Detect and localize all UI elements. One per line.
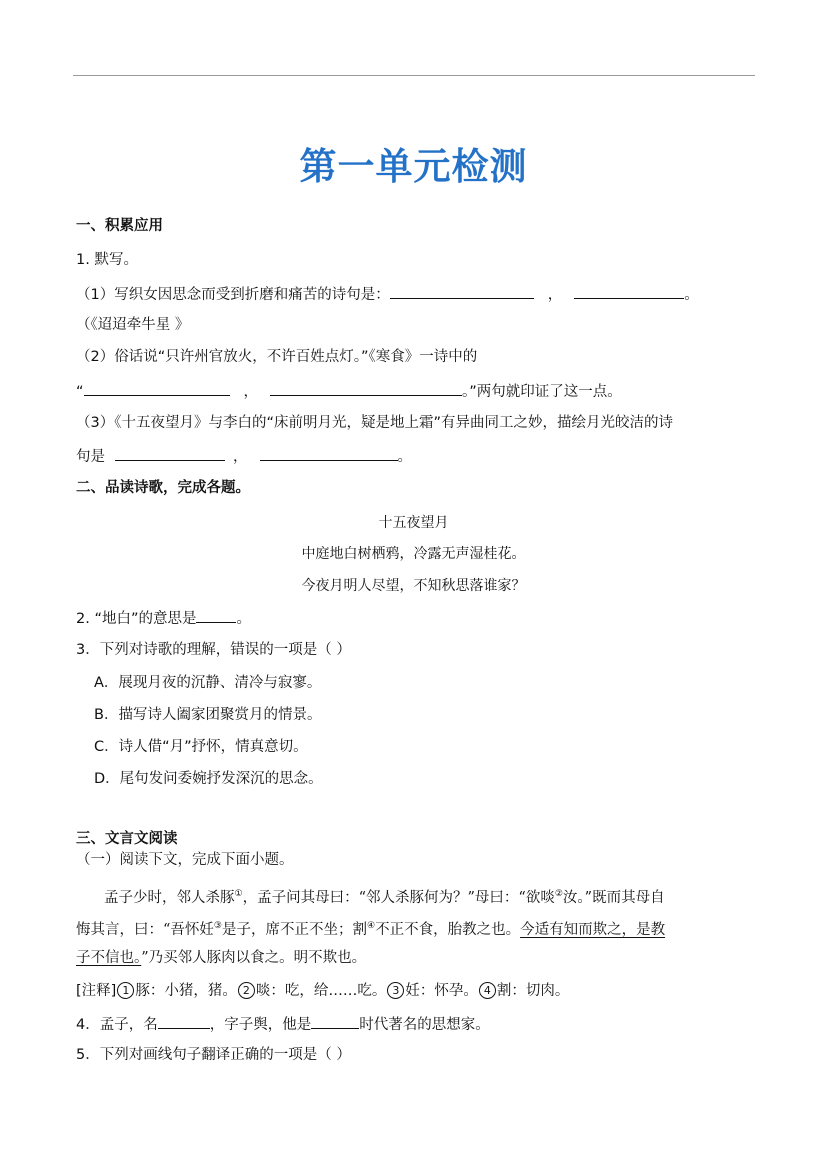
annotation-text: 豚：小猪，猪。 xyxy=(135,983,237,999)
footnote-marker: ③ xyxy=(213,921,222,931)
question-1c-blanks xyxy=(76,445,412,467)
separator: ， xyxy=(233,449,248,465)
answer-blank[interactable] xyxy=(311,1013,359,1029)
underlined-sentence: 子不信也。 xyxy=(76,950,142,966)
separator: ， xyxy=(243,384,259,400)
poem-line-2: 今夜月明人尽望，不知秋思落谁家？ xyxy=(301,578,526,594)
annotation-text: 妊：怀孕。 xyxy=(405,983,478,999)
annotation-label: [注释] xyxy=(76,983,117,999)
passage-line-3 xyxy=(76,948,366,968)
footnote-marker: ① xyxy=(234,889,243,899)
question-4-text: 时代著名的思想家。 xyxy=(359,1017,490,1033)
header-rule xyxy=(73,75,755,76)
question-1c: （3）《十五夜望月》与李白的“床前明月光，疑是地上霜”有异曲同工之妙，描绘月光皎洁的诗 xyxy=(76,415,673,431)
section-1-heading: 一、积累应用 xyxy=(76,218,163,234)
poem-line-1: 中庭地白树栖鸦，冷露无声湿桂花。 xyxy=(301,546,526,562)
passage-text: 悔其言，曰：“吾怀妊 xyxy=(76,922,214,938)
circled-number: 4 xyxy=(479,982,496,999)
answer-blank[interactable] xyxy=(270,380,462,396)
circled-number: 3 xyxy=(387,982,404,999)
open-quote: “ xyxy=(76,384,84,400)
option-b[interactable]: B．描写诗人阖家团聚赏月的情景。 xyxy=(94,707,322,723)
passage-text: 汝。”既而其母自 xyxy=(562,890,665,906)
question-1: 1. 默写。 xyxy=(76,252,138,268)
question-1c-lead: 句是 xyxy=(76,449,105,465)
annotations xyxy=(76,981,569,1001)
line-end: 。 xyxy=(236,611,251,627)
passage-text: 是子，席不正不坐；割 xyxy=(222,922,367,938)
question-1b: （2）俗话说“只许州官放火，不许百姓点灯。”《寒食》一诗中的 xyxy=(76,349,478,365)
annotation-text: 啖：吃，给……吃。 xyxy=(255,983,387,999)
question-5: 5．下列对画线句子翻译正确的一项是（ ） xyxy=(76,1047,351,1063)
underlined-sentence: 今适有知而欺之，是教 xyxy=(520,922,666,938)
question-4-text: 4．孟子，名 xyxy=(76,1017,158,1033)
section-2-heading: 二、品读诗歌，完成各题。 xyxy=(76,480,250,496)
passage-text: 孟子少时，邻人杀豚 xyxy=(104,890,235,906)
option-d[interactable]: D．尾句发问委婉抒发深沉的思念。 xyxy=(94,771,323,787)
answer-blank[interactable] xyxy=(158,1013,210,1029)
footnote-marker: ② xyxy=(554,889,563,899)
footnote-marker: ④ xyxy=(367,921,376,931)
answer-blank[interactable] xyxy=(84,380,230,396)
question-3: 3．下列对诗歌的理解，错误的一项是（ ） xyxy=(76,642,351,658)
question-1a-source: （《迢迢牵牛星 》 xyxy=(76,317,190,333)
line-end: 。”两句就印证了这一点。 xyxy=(462,384,622,400)
passage-text: 不正不食，胎教之也。 xyxy=(375,922,521,938)
annotation-text: 割：切肉。 xyxy=(496,983,570,999)
option-a[interactable]: A．展现月夜的沉静、清冷与寂寥。 xyxy=(94,675,322,691)
answer-blank[interactable] xyxy=(260,445,398,461)
question-4-text: ，字子舆，他是 xyxy=(209,1017,312,1033)
line-end: 。 xyxy=(397,449,412,465)
answer-blank[interactable] xyxy=(390,283,534,299)
subsection-instruction: （一）阅读下文，完成下面小题。 xyxy=(76,852,294,868)
answer-blank[interactable] xyxy=(115,445,225,461)
poem-title: 十五夜望月 xyxy=(378,515,449,531)
circled-number: 2 xyxy=(238,982,255,999)
answer-blank[interactable] xyxy=(574,283,684,299)
page-title: 第一单元检测 xyxy=(299,145,528,188)
passage-text: ，孟子问其母曰：“邻人杀豚何为？”母曰：“欲啖 xyxy=(242,890,555,906)
question-1a-text: （1）写织女因思念而受到折磨和痛苦的诗句是： xyxy=(76,287,390,303)
passage-line-2 xyxy=(76,916,665,940)
section-3-heading: 三、文言文阅读 xyxy=(76,831,178,847)
separator: ， xyxy=(547,287,563,303)
circled-number: 1 xyxy=(117,982,134,999)
question-4 xyxy=(76,1013,490,1035)
option-c[interactable]: C．诗人借“月”抒怀，情真意切。 xyxy=(94,739,308,755)
question-2-text: 2. “地白”的意思是 xyxy=(76,611,197,627)
answer-blank[interactable] xyxy=(196,607,236,623)
passage-line-1 xyxy=(104,884,665,908)
question-1b-blanks xyxy=(76,380,622,402)
passage-text: ”乃买邻人豚肉以食之。明不欺也。 xyxy=(141,950,367,966)
question-1a xyxy=(76,283,699,305)
question-2 xyxy=(76,607,251,629)
line-end: 。 xyxy=(684,287,699,303)
